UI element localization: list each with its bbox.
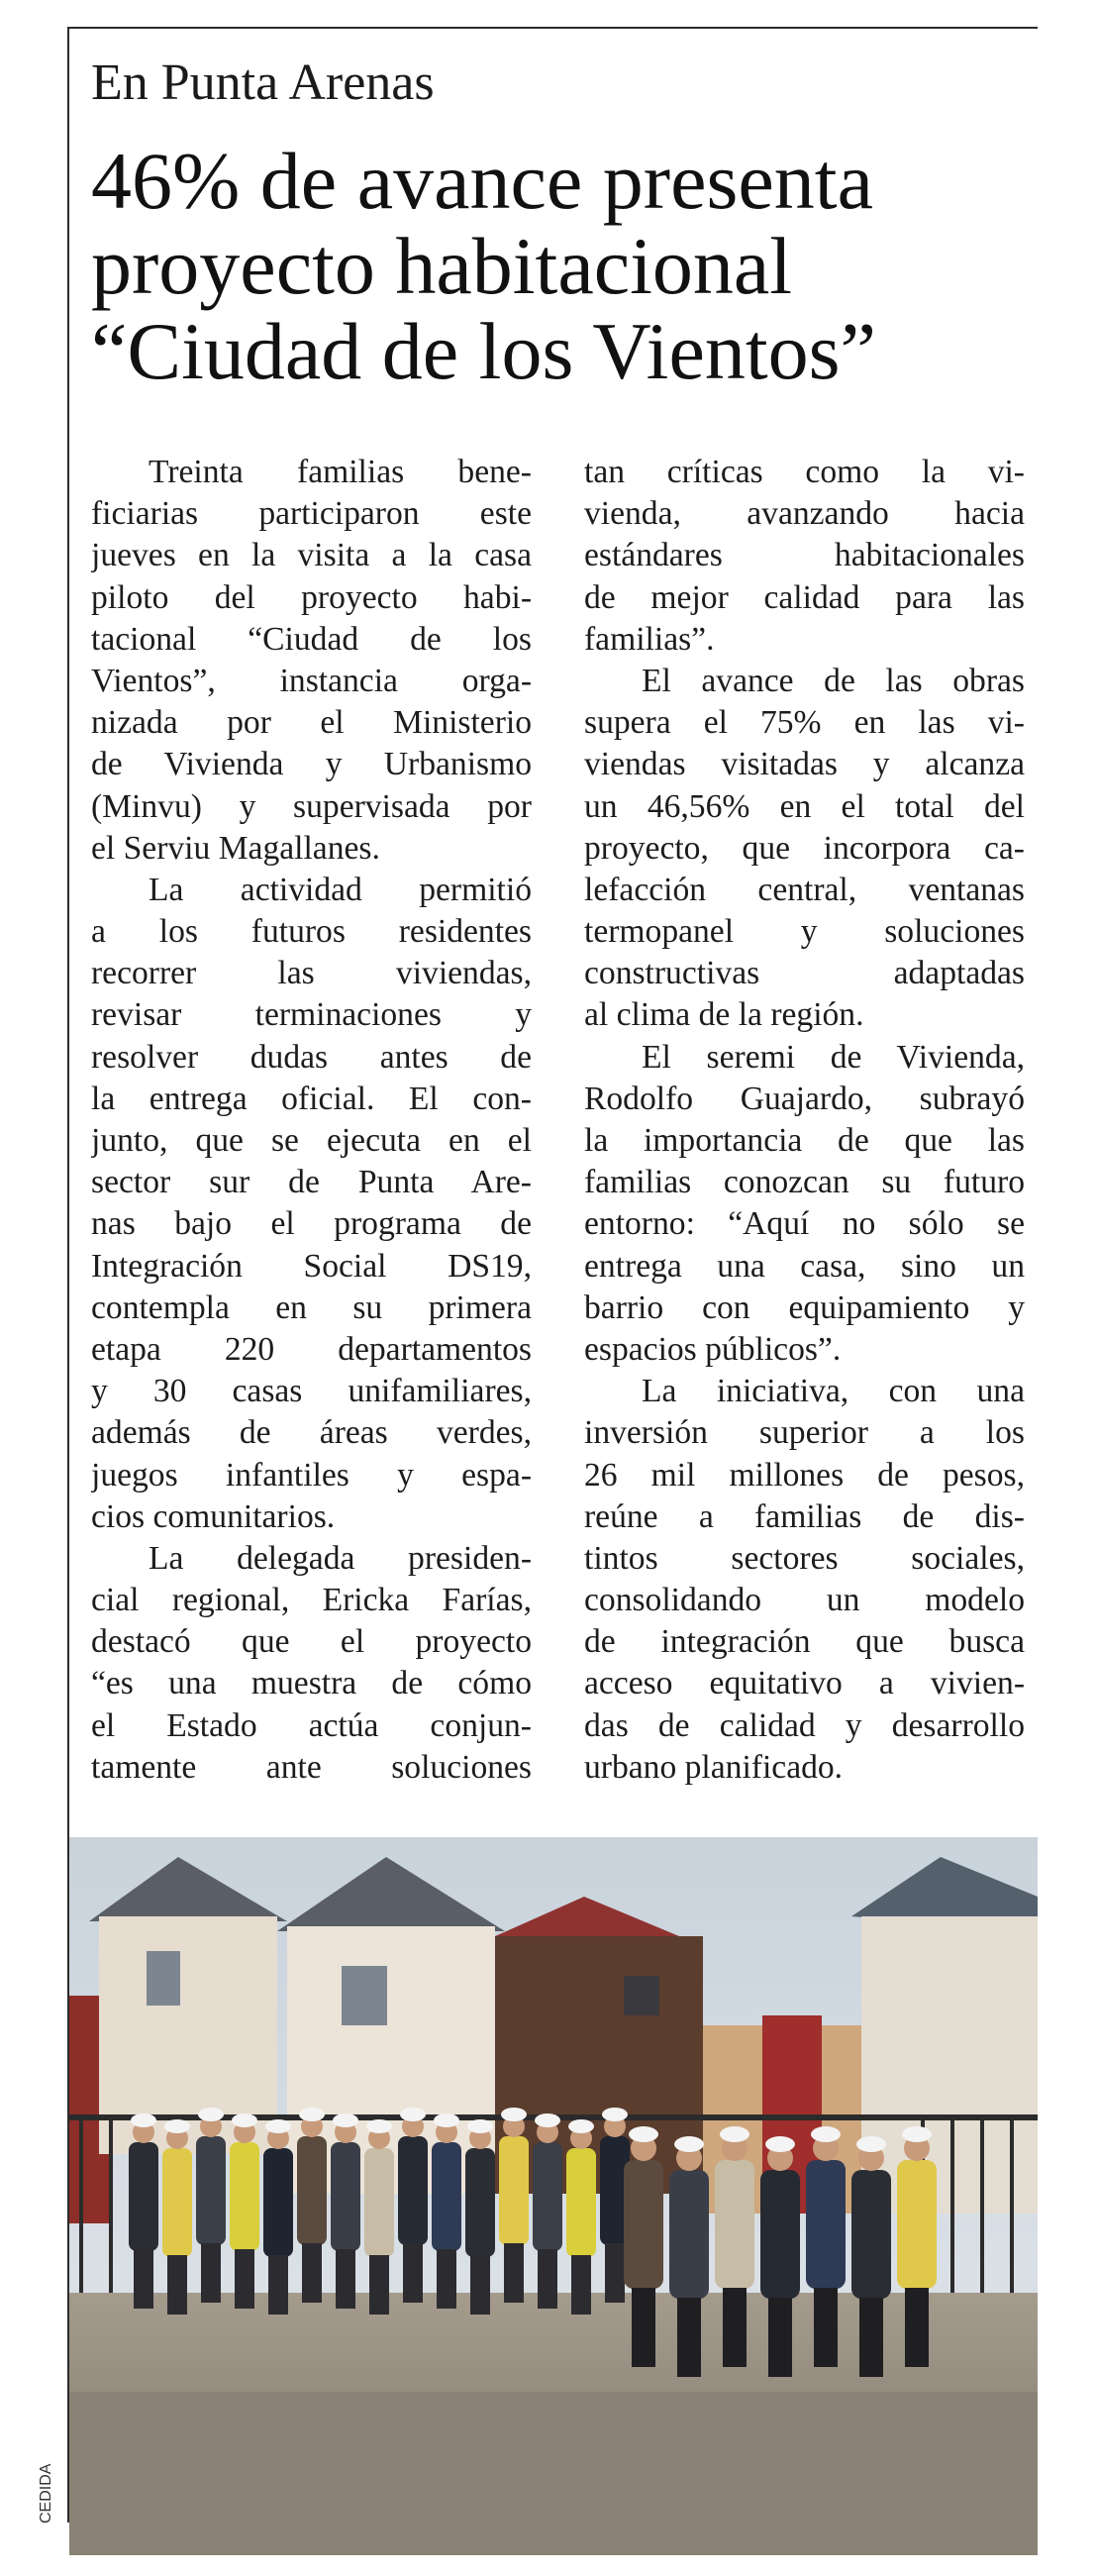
hard-hat [467,2119,493,2133]
hard-hat [131,2113,156,2127]
person-figure [566,2148,596,2257]
body-line: la entrega oficial. El con- [91,1080,532,1117]
body-line: familias conozcan su futuro [584,1164,1025,1201]
person-legs [677,2298,701,2377]
body-line: lefacción central, ventanas [584,871,1025,908]
body-line: cial regional, Ericka Farías, [91,1582,532,1619]
body-line: recorrer las viviendas, [91,955,532,992]
hard-hat [164,2119,190,2133]
body-line: nas bajo el programa de [91,1205,532,1243]
body-line: sector sur de Punta Are- [91,1164,532,1201]
person-figure [398,2136,428,2245]
body-line: das de calidad y desarrollo [584,1706,1025,1744]
hard-hat [902,2126,932,2142]
hard-hat [720,2126,749,2142]
body-column-1 [91,452,532,1789]
person-legs [201,2243,221,2303]
body-line: el Estado actúa conjun- [91,1706,532,1744]
body-line: reúne a familias de dis- [584,1497,1025,1535]
body-line: 26 mil millones de pesos, [584,1456,1025,1494]
hard-hat [333,2113,358,2127]
body-line: a los futuros residentes [91,913,532,951]
body-line: proyecto, que incorpora ca- [584,829,1025,867]
body-line: El avance de las obras [642,662,1025,699]
group-photo [69,1837,1038,2555]
person-legs [134,2249,153,2309]
body-line: tan críticas como la vi- [584,454,1025,490]
body-line: constructivas adaptadas [584,955,1025,992]
body-line: Integración Social DS19, [91,1247,532,1285]
person-legs [167,2255,187,2315]
person-figure [806,2160,846,2289]
hard-hat [265,2119,291,2133]
body-line: urbano planificado. [584,1748,844,1786]
person-figure [851,2170,891,2299]
person-legs [632,2288,655,2367]
person-legs [470,2255,490,2315]
body-line: Rodolfo Guajardo, subrayó [584,1080,1025,1117]
person-legs [814,2288,838,2367]
body-line: Treinta familias bene- [149,454,532,490]
person-figure [499,2136,529,2245]
headline [91,136,1022,396]
body-line: supera el 75% en las vi- [584,704,1025,742]
hard-hat [629,2126,658,2142]
person-figure [297,2136,327,2245]
hard-hat [198,2108,224,2121]
body-line: entorno: “Aquí no sólo se [584,1205,1025,1243]
person-legs [369,2255,389,2315]
body-line: inversión superior a los [584,1414,1025,1452]
body-line: junto, que se ejecuta en el [91,1122,532,1159]
body-line: termopanel y soluciones [584,913,1025,951]
person-legs [235,2249,254,2309]
photo-illustration [69,1837,1038,2555]
body-line: y 30 casas unifamiliares, [91,1373,532,1410]
body-line: de mejor calidad para las [584,578,1025,616]
body-column-2 [584,452,1025,1789]
headline-line: 46% de avance presenta [91,136,873,226]
person-figure [162,2148,192,2257]
person-figure [129,2142,158,2251]
body-line: estándares habitacionales [584,537,1025,574]
person-figure [897,2160,937,2289]
body-line: consolidando un modelo [584,1582,1025,1619]
person-legs [268,2255,288,2315]
hard-hat [856,2136,886,2152]
body-line: acceso equitativo a vivien- [584,1665,1025,1702]
person-figure [669,2170,709,2299]
person-figure [465,2148,495,2257]
hard-hat [434,2113,459,2127]
body-line: espacios públicos”. [584,1330,842,1368]
hard-hat [299,2108,325,2121]
person-figure [263,2148,293,2257]
person-legs [723,2288,747,2367]
person-legs [605,2243,625,2303]
person-legs [768,2298,792,2377]
hard-hat [232,2113,257,2127]
body-line: viendas visitadas y alcanza [584,746,1025,783]
body-line: al clima de la región. [584,996,864,1034]
person-figure [196,2136,226,2245]
body-line: Vientos”, instancia orga- [91,662,532,699]
person-legs [571,2255,591,2315]
body-line: “es una muestra de cómo [91,1665,532,1702]
body-line: tacional “Ciudad de los [91,620,532,658]
headline-line: “Ciudad de los Vientos” [91,306,876,396]
body-line: revisar terminaciones y [91,996,532,1034]
headline-line: proyecto habitacional [91,221,793,311]
person-figure [230,2142,259,2251]
body-line: vienda, avanzando hacia [584,495,1025,533]
body-line: de integración que busca [584,1623,1025,1661]
body-line: tamente ante soluciones [91,1748,532,1786]
person-figure [715,2160,754,2289]
hard-hat [811,2126,841,2142]
body-line: contempla en su primera [91,1288,532,1326]
person-legs [403,2243,423,2303]
body-line: un 46,56% en el total del [584,787,1025,825]
body-line: cios comunitarios. [91,1497,336,1535]
hard-hat [568,2119,594,2133]
hard-hat [602,2108,628,2121]
body-line: piloto del proyecto habi- [91,578,532,616]
body-line: la importancia de que las [584,1122,1025,1159]
body-line: ficiarias participaron este [91,495,532,533]
body-line: etapa 220 departamentos [91,1330,532,1368]
body-line: jueves en la visita a la casa [91,537,532,574]
person-legs [859,2298,883,2377]
person-legs [336,2249,355,2309]
body-line: además de áreas verdes, [91,1414,532,1452]
person-legs [504,2243,524,2303]
body-line: juegos infantiles y espa- [91,1456,532,1494]
hard-hat [674,2136,704,2152]
body-line: nizada por el Ministerio [91,704,532,742]
top-rule [67,27,1038,29]
hard-hat [535,2113,560,2127]
person-figure [760,2170,800,2299]
body-line: La delegada presiden- [149,1539,532,1577]
kicker: En Punta Arenas [91,54,435,111]
body-line: La iniciativa, con una [642,1373,1025,1410]
body-line: (Minvu) y supervisada por [91,787,532,825]
hard-hat [400,2108,426,2121]
photo-credit: CEDIDA [38,2463,54,2524]
body-line: destacó que el proyecto [91,1623,532,1661]
hard-hat [366,2119,392,2133]
person-figure [364,2148,394,2257]
body-line: de Vivienda y Urbanismo [91,746,532,783]
person-legs [905,2288,929,2367]
body-line: tintos sectores sociales, [584,1539,1025,1577]
person-legs [538,2249,557,2309]
body-line: el Serviu Magallanes. [91,829,380,867]
body-line: resolver dudas antes de [91,1038,532,1076]
person-legs [302,2243,322,2303]
person-figure [624,2160,663,2289]
person-legs [437,2249,456,2309]
person-figure [533,2142,562,2251]
person-figure [331,2142,360,2251]
hard-hat [765,2136,795,2152]
body-line: barrio con equipamiento y [584,1288,1025,1326]
body-line: La actividad permitió [149,871,532,908]
hard-hat [501,2108,527,2121]
body-line: El seremi de Vivienda, [642,1038,1025,1076]
body-line: familias”. [584,620,715,658]
body-line: entrega una casa, sino un [584,1247,1025,1285]
person-figure [432,2142,461,2251]
